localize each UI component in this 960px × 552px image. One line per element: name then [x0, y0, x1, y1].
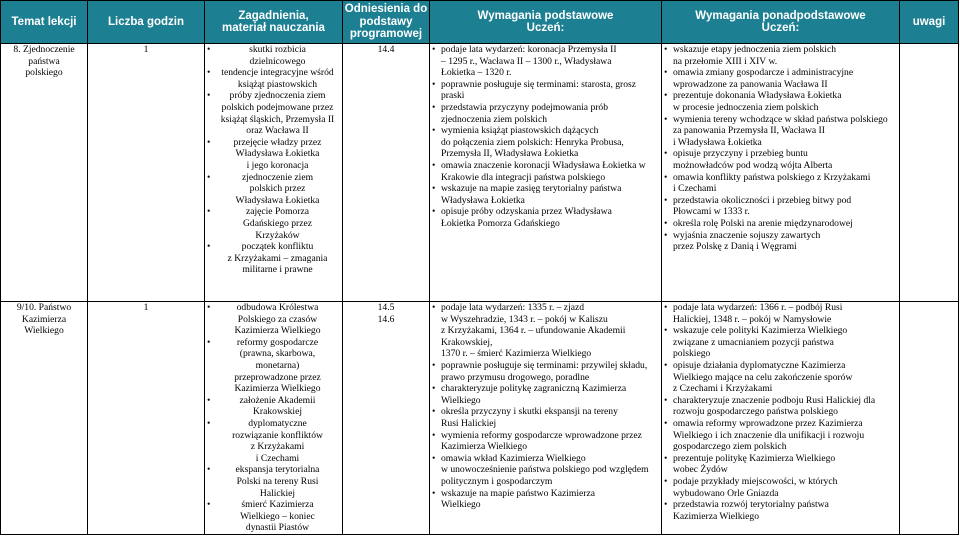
list-item-line: • zajęcie Pomorza — [245, 206, 310, 218]
reference-code: 14.6 — [377, 313, 395, 325]
list-item-line: Kazimierza Wielkiego — [441, 441, 528, 453]
header-topic — [1, 1, 88, 44]
bullet-list — [432, 302, 659, 511]
list-item-line: Wielkiego — [441, 499, 481, 511]
list-item-line: Halickiej, 1348 r. – pokój w Namysłowie — [673, 313, 832, 325]
list-item-line: Płowcami w 1333 r. — [673, 206, 750, 218]
list-item-line: • ekspansja terytorialna — [235, 464, 320, 476]
advanced-requirements — [662, 302, 900, 535]
topic-line: polskiego — [25, 67, 63, 79]
list-item-line: • opisuje próby odzyskania przez Władysława — [441, 206, 612, 218]
list-item-line: • poprawnie posługuje się terminami: przywilej składu, — [441, 359, 648, 371]
list-item-line: z Krzyżakami — [250, 441, 305, 453]
list-item-line: książąt śląskich, Przemysła II — [220, 113, 335, 125]
list-item — [664, 325, 897, 360]
list-item-line: Krzyżaków — [255, 229, 300, 241]
list-item-line: możnowładców pod wodzą wójta Alberta — [673, 159, 833, 171]
list-item-line: • określa rolę Polski na arenie międzynarodowej — [673, 217, 853, 229]
list-item — [432, 125, 659, 160]
list-item — [664, 67, 897, 90]
curriculum-references — [343, 302, 430, 535]
header-notes — [900, 1, 959, 44]
list-item-line: • charakteryzuje politykę zagraniczną Kazimierza — [441, 383, 627, 395]
lesson-hours — [88, 44, 205, 302]
list-item-line: polskiego — [673, 348, 711, 360]
list-item-line: przez Polskę z Danią i Węgrami — [673, 241, 797, 253]
list-item-line: do połączenia ziem polskich: Henryka Probusa, — [441, 136, 624, 148]
notes-cell — [900, 44, 959, 302]
list-item-line: 1370 r. – śmierć Kazimierza Wielkiego — [441, 348, 592, 360]
list-item — [432, 406, 659, 429]
list-item-line: • wymienia książąt piastowskich dążących — [441, 125, 599, 137]
list-item-line: • określa przyczyny i skutki ekspansji na tereny — [441, 406, 618, 418]
list-item — [207, 137, 340, 172]
list-item-line: Władysława Łokietka — [441, 194, 525, 206]
list-item-line: i Czechami — [255, 452, 300, 464]
list-item-line: przeprowadzone przez — [234, 371, 321, 383]
topic-line: Kazimierza — [21, 313, 67, 325]
list-item-line: • przejęcie władzy przez — [233, 136, 322, 148]
list-item-line: dzielnicowego — [249, 55, 306, 67]
list-item — [664, 44, 897, 67]
list-item-line: Kazimierza Wielkiego — [234, 325, 321, 337]
list-item-line: oraz Wacława II — [246, 125, 309, 137]
list-item-line: Wielkiego i ich znaczenie dla unifikacji i rozwoju — [673, 429, 865, 441]
list-item-line: i Czechami — [673, 183, 717, 195]
list-item — [207, 337, 340, 395]
list-item — [432, 160, 659, 183]
list-item — [664, 195, 897, 218]
bullet-list — [664, 302, 897, 522]
list-item-line: praski — [441, 90, 465, 102]
list-item — [207, 90, 340, 136]
list-item-line: • wskazuje cele polityki Kazimierza Wielkiego — [673, 325, 848, 337]
list-item-line: książąt piastowskich — [237, 78, 318, 90]
list-item — [207, 44, 340, 67]
list-item-line: Łokietka – 1320 r. — [441, 67, 512, 79]
list-item — [432, 430, 659, 453]
list-item-line: Krakowskiej, — [441, 336, 493, 348]
list-item-line: rozwiązanie konfliktów — [232, 429, 323, 441]
list-item — [664, 499, 897, 522]
lesson-content — [205, 44, 343, 302]
list-item — [664, 172, 897, 195]
reference-code: 14.4 — [377, 44, 395, 55]
lesson-hours — [88, 302, 205, 535]
header-line: Zagadnienia, — [238, 9, 309, 22]
list-item-line: – 1295 r., Wacława II – 1300 r., Władysława — [441, 55, 612, 67]
header-line: materiał nauczania — [222, 22, 325, 34]
list-item-line: • reformy gospodarcze — [236, 336, 319, 348]
list-item-line: • prezentuje dokonania Władysława Łokietka — [673, 90, 842, 102]
list-item-line: • omawia reformy wprowadzone przez Kazimierza — [673, 417, 863, 429]
header-refs — [343, 1, 430, 44]
list-item-line: polskich przez — [249, 183, 306, 195]
lesson-content — [205, 302, 343, 535]
list-item — [207, 499, 340, 534]
list-item-line: Wielkiego mające na celu zakończenie sporów — [673, 371, 853, 383]
list-item-line: • podaje lata wydarzeń: koronacja Przemysła II — [441, 44, 617, 55]
hours-value: 1 — [143, 44, 149, 55]
list-item-line: • początek konfliktu — [241, 241, 314, 253]
header-line: Odniesienia do — [344, 3, 428, 16]
list-item-line: • wskazuje etapy jednoczenia ziem polskich — [673, 44, 837, 55]
list-item-line: polskich podejmowane przez — [221, 101, 334, 113]
list-item-line: • podaje lata wydarzeń: 1335 r. – zjazd — [441, 302, 585, 313]
list-item-line: w Wyszehradzie, 1343 r. – pokój w Kaliszu — [441, 313, 608, 325]
header-line: Wymagania ponadpodstawowe — [695, 9, 866, 22]
list-item — [432, 79, 659, 102]
list-item — [432, 183, 659, 206]
list-item-line: gospodarczego ziem polskich — [673, 441, 787, 453]
list-item — [207, 395, 340, 418]
list-item — [664, 360, 897, 395]
list-item-line: za panowania Przemysła II, Wacława II — [673, 125, 825, 137]
list-item-line: • śmierć Kazimierza — [241, 499, 314, 511]
list-item — [664, 114, 897, 149]
list-item — [207, 206, 340, 241]
list-item — [432, 102, 659, 125]
lesson-topic — [1, 302, 88, 535]
list-item-line: Wielkiego – koniec — [240, 510, 315, 522]
list-item-line: • próby zjednoczenia ziem — [229, 90, 326, 102]
list-item — [664, 476, 897, 499]
list-item-line: • poprawnie posługuje się terminami: starosta, grosz — [441, 78, 637, 90]
list-item-line: • wymienia tereny wchodzące w skład państwa polskiego — [673, 113, 888, 125]
list-item — [432, 360, 659, 383]
list-item — [432, 206, 659, 229]
topic-line: 8. Zjednoczenie — [13, 44, 75, 55]
list-item-line: Krakowie dla integracji państwa polskiego — [441, 171, 606, 183]
list-item — [432, 383, 659, 406]
table-row — [1, 44, 959, 302]
list-item — [664, 453, 897, 476]
bullet-list — [207, 44, 340, 276]
list-item-line: • wskazuje na mapie państwo Kazimierza — [441, 487, 595, 499]
list-item-line: zjednoczenia ziem polskich — [441, 113, 548, 125]
list-item-line: i Władysława Łokietka — [673, 136, 762, 148]
list-item-line: na przełomie XIII i XIV w. — [673, 55, 778, 67]
list-item-line: Krakowskiej — [252, 406, 303, 418]
list-item-line: rozwoju gospodarczego państwa polskiego — [673, 406, 838, 418]
bullet-list — [664, 44, 897, 253]
list-item — [207, 418, 340, 464]
list-item-line: • podaje przykłady miejscowości, w których — [673, 475, 838, 487]
list-item-line: • przedstawia rozwój terytorialny państwa — [673, 499, 829, 511]
list-item-line: prawo przymusu drogowego, poradlne — [441, 371, 590, 383]
list-item-line: Kazimierza Wielkiego — [234, 383, 321, 395]
header-hours — [88, 1, 205, 44]
list-item-line: • odbudowa Królestwa — [236, 302, 319, 313]
list-item-line: • wymienia reformy gospodarcze wprowadzone przez — [441, 429, 642, 441]
list-item — [664, 148, 897, 171]
list-item — [664, 302, 897, 325]
notes-cell — [900, 302, 959, 535]
list-item-line: • zjednoczenie ziem — [241, 171, 314, 183]
list-item-line: • charakteryzuje znaczenie podboju Rusi Halickiej dla — [673, 394, 876, 406]
list-item-line: Przemysła II, Władysława Łokietka — [441, 148, 579, 160]
table-row — [1, 302, 959, 535]
list-item-line: • omawia konflikty państwa polskiego z Krzyżakami — [673, 171, 871, 183]
list-item-line: • założenie Akademii — [239, 394, 316, 406]
list-item — [207, 464, 340, 499]
list-item-line: wybudowano Orle Gniazda — [673, 487, 779, 499]
header-row — [1, 1, 959, 44]
list-item — [207, 172, 340, 207]
list-item-line: Rusi Halickiej — [441, 417, 497, 429]
topic-line: państwa — [28, 55, 60, 67]
lesson-topic — [1, 44, 88, 302]
basic-requirements — [430, 302, 662, 535]
topic-line: 9/10. Państwo — [16, 302, 72, 313]
list-item-line: • opisuje działania dyplomatyczne Kazimierza — [673, 359, 846, 371]
header-line: Temat lekcji — [11, 15, 77, 28]
list-item-line: Władysława Łokietka — [235, 194, 320, 206]
list-item — [664, 90, 897, 113]
list-item-line: • dyplomatyczne — [248, 417, 307, 429]
list-item-line: (prawna, skarbowa, — [239, 348, 316, 360]
list-item-line: wobec Żydów — [673, 464, 728, 476]
list-item-line: • wskazuje na mapie zasięg terytorialny państwa — [441, 183, 622, 195]
list-item — [432, 44, 659, 79]
header-line: Uczeń: — [526, 22, 565, 34]
header-advanced-requirements — [662, 1, 900, 44]
basic-requirements — [430, 44, 662, 302]
list-item — [432, 488, 659, 511]
list-item-line: z Krzyżakami, 1364 r. – ufundowanie Akademii — [441, 325, 626, 337]
bullet-list — [432, 44, 659, 230]
list-item-line: • podaje lata wydarzeń: 1366 r. – podbój Rusi — [673, 302, 843, 313]
header-basic-requirements — [430, 1, 662, 44]
list-item-line: w unowocześnienie państwa polskiego pod względem — [441, 464, 649, 476]
header-line: programowej — [349, 28, 423, 41]
list-item-line: Halickiej — [259, 487, 296, 499]
list-item-line: Kazimierza Wielkiego — [673, 510, 760, 522]
bullet-list — [207, 302, 340, 534]
list-item-line: politycznym i gospodarczym — [441, 475, 553, 487]
list-item — [664, 230, 897, 253]
list-item-line: Polskiego za czasów — [237, 313, 318, 325]
list-item-line: • omawia znaczenie koronacji Władysława Łokietka w — [441, 159, 646, 171]
list-item — [664, 418, 897, 453]
list-item-line: • tendencje integracyjne wśród — [221, 67, 334, 79]
header-line: podstawy — [359, 15, 413, 28]
list-item-line: • przedstawia okoliczności i przebieg bitwy pod — [673, 194, 852, 206]
list-item-line: • prezentuje politykę Kazimierza Wielkiego — [673, 452, 836, 464]
list-item-line: z Krzyżakami – zmagania — [227, 252, 328, 264]
list-item-line: • opisuje przyczyny i przebieg buntu — [673, 148, 808, 160]
header-line: uwagi — [912, 15, 946, 28]
reference-code: 14.5 — [377, 302, 395, 313]
list-item-line: • omawia wkład Kazimierza Wielkiego — [441, 452, 586, 464]
header-content — [205, 1, 343, 44]
list-item-line: i jego koronacja — [246, 159, 309, 171]
list-item-line: z Czechami i Krzyżakami — [673, 383, 773, 395]
list-item-line: • omawia zmiany gospodarcze i administracyjne — [673, 67, 854, 79]
list-item-line: Gdańskiego przez — [243, 217, 312, 229]
list-item-line: monetarna) — [255, 359, 300, 371]
header-line: Liczba godzin — [107, 15, 185, 28]
list-item — [664, 218, 897, 230]
list-item-line: Polski na tereny Rusi — [236, 475, 319, 487]
list-item-line: dynastii Piastów — [245, 522, 310, 534]
list-item — [207, 302, 340, 337]
advanced-requirements — [662, 44, 900, 302]
list-item — [664, 395, 897, 418]
list-item-line: • skutki rozbicia — [249, 44, 306, 55]
list-item-line: militarne i prawne — [242, 264, 313, 276]
list-item-line: Wielkiego — [441, 394, 481, 406]
list-item-line: • wyjaśnia znaczenie sojuszy zawartych — [673, 229, 821, 241]
hours-value: 1 — [143, 302, 149, 313]
header-line: Uczeń: — [761, 22, 800, 34]
list-item-line: Łokietka Pomorza Gdańskiego — [441, 217, 560, 229]
list-item-line: wprowadzone za panowania Wacława II — [673, 78, 828, 90]
curriculum-references — [343, 44, 430, 302]
list-item-line: • przedstawia przyczyny podejmowania prób — [441, 101, 609, 113]
list-item-line: w procesie jednoczenia ziem polskich — [673, 101, 819, 113]
header-line: Wymagania podstawowe — [477, 9, 614, 22]
list-item — [432, 453, 659, 488]
list-item — [432, 302, 659, 360]
list-item — [207, 241, 340, 276]
topic-line: Wielkiego — [24, 325, 64, 337]
list-item — [207, 67, 340, 90]
list-item-line: Władysława Łokietka — [235, 148, 320, 160]
list-item-line: związane z umacnianiem pozycji państwa — [673, 336, 834, 348]
